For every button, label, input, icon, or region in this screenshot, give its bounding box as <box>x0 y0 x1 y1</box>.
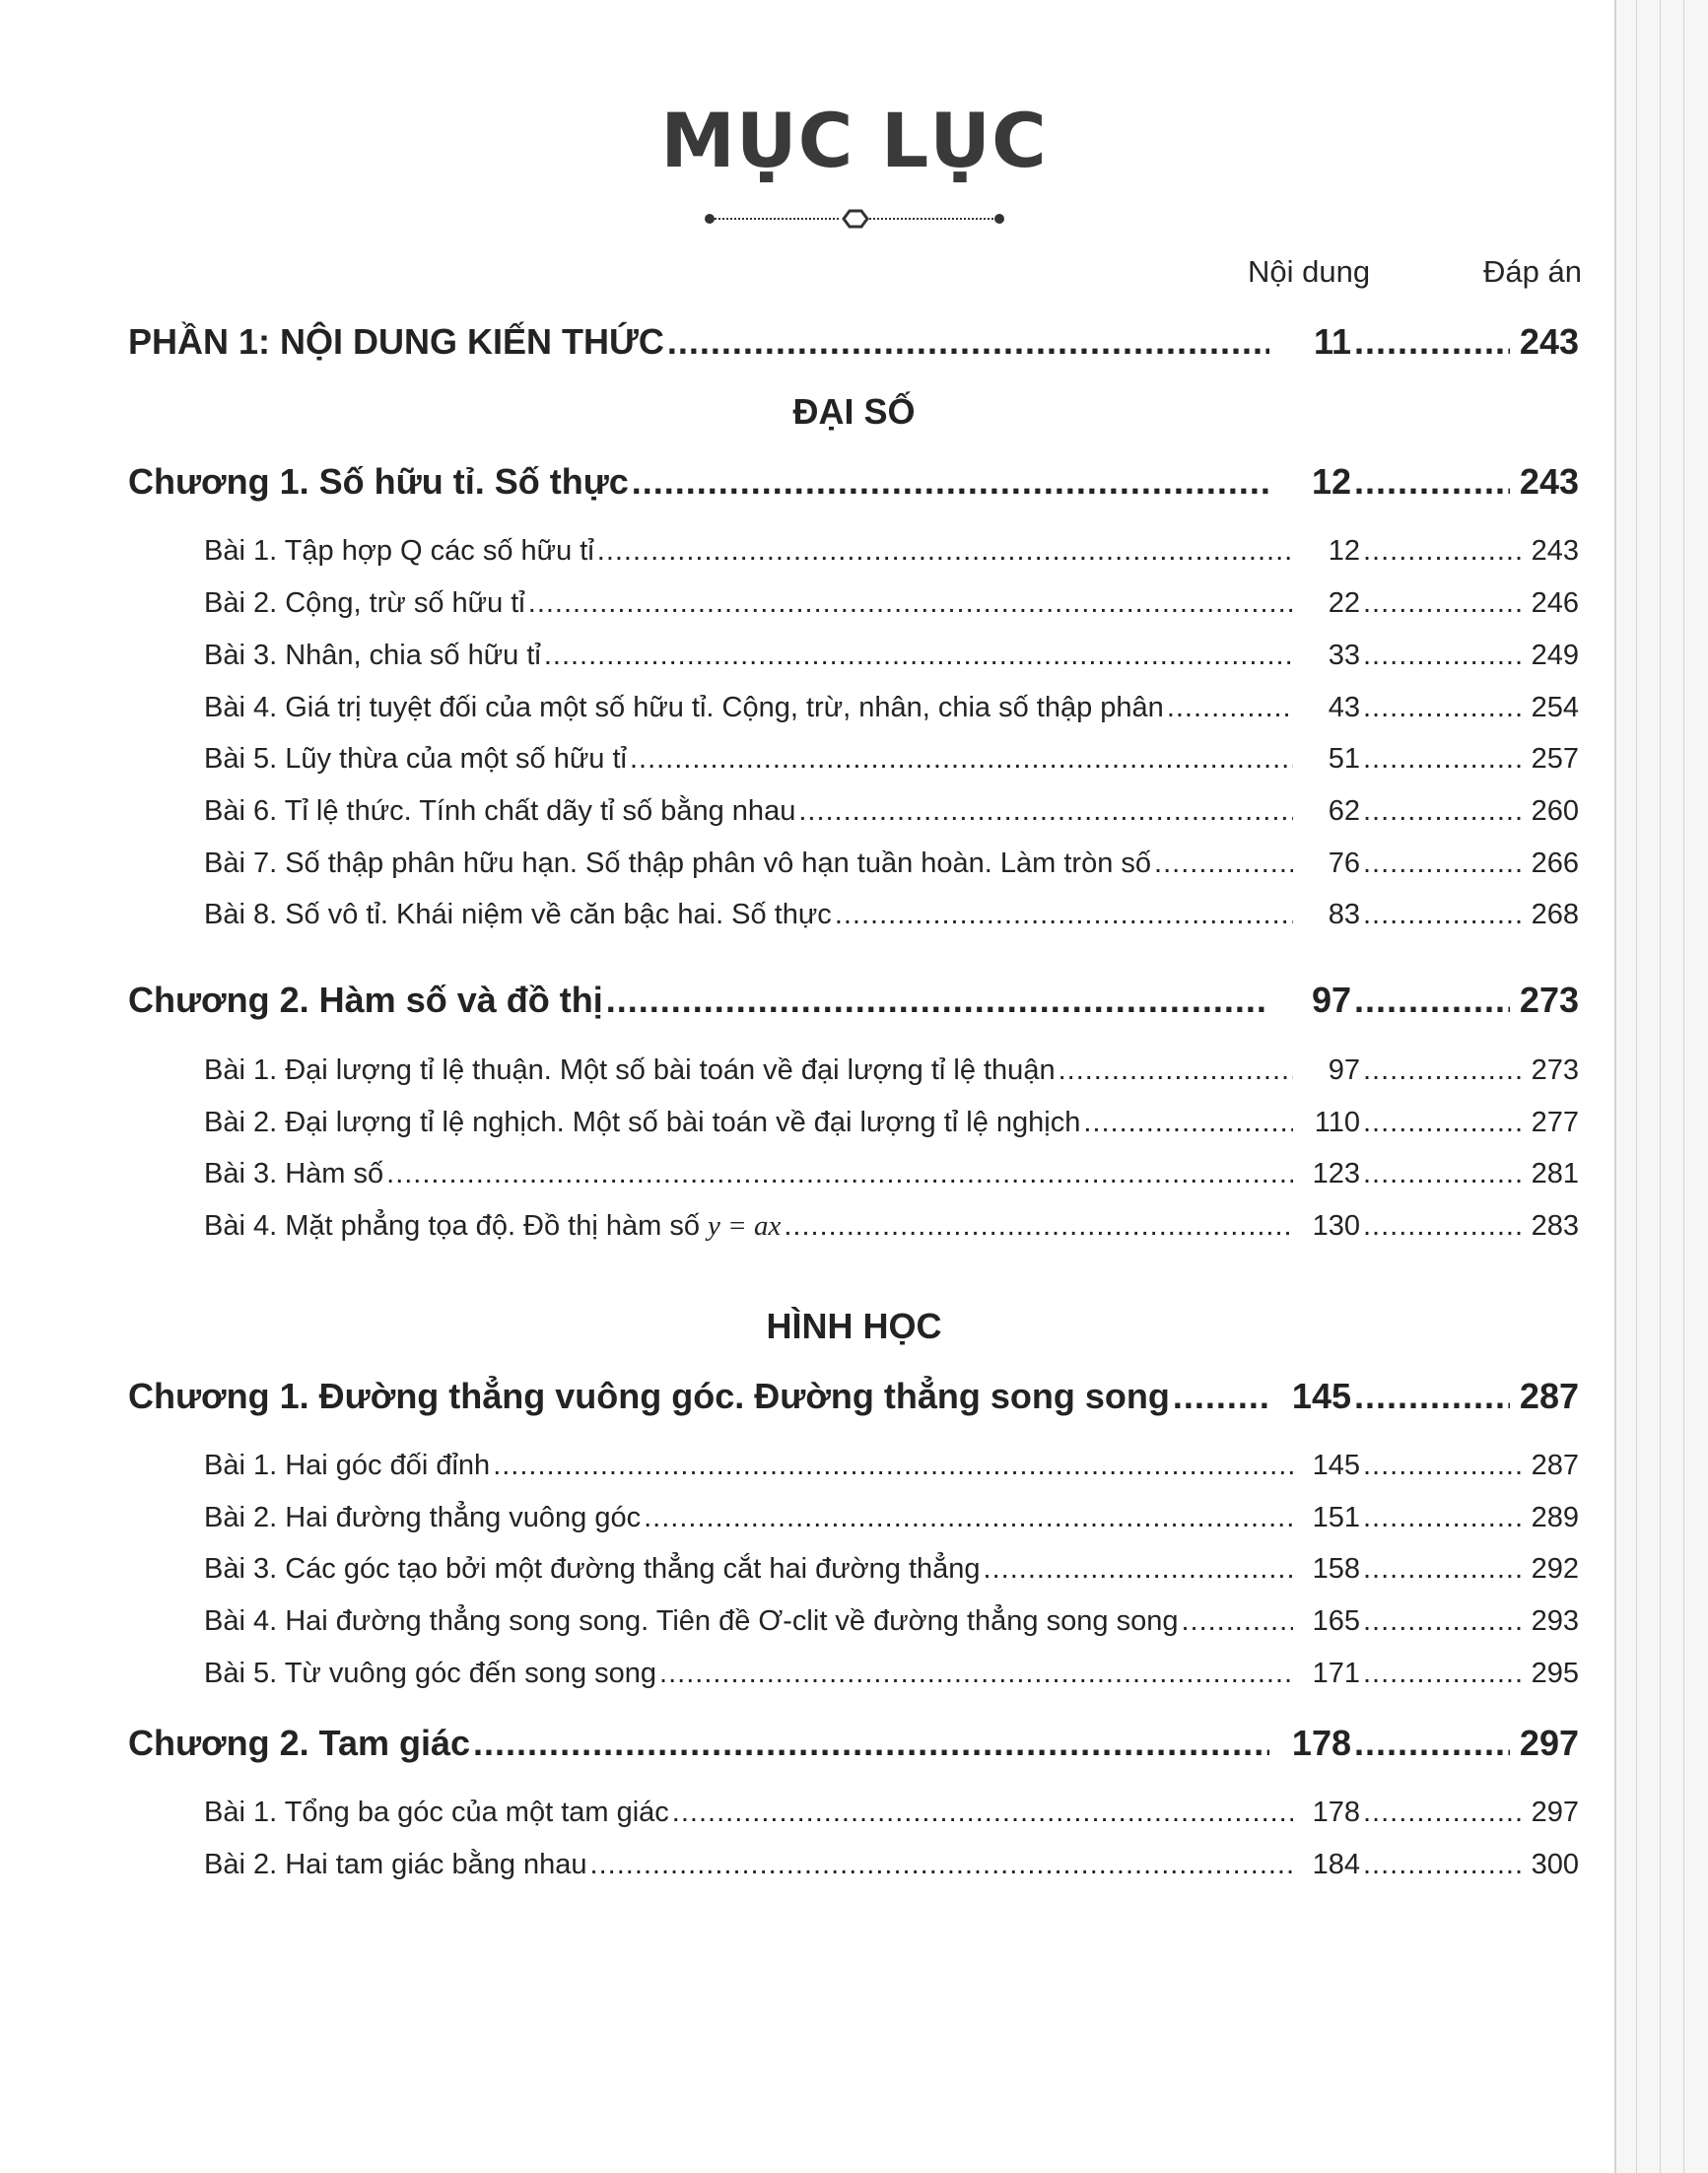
toc-answer-page: 266 <box>1531 848 1579 879</box>
dot-leader <box>1363 1797 1526 1829</box>
dot-leader <box>1363 743 1526 776</box>
column-header-content: Nội dung <box>1248 254 1371 289</box>
toc-page-number: 158 <box>1312 1553 1360 1585</box>
dot-leader <box>1363 535 1526 568</box>
dot-leader <box>1354 321 1510 363</box>
toc-answer-page: 295 <box>1531 1658 1579 1689</box>
dot-leader <box>1059 1054 1293 1087</box>
toc-page-number: 110 <box>1314 1107 1360 1138</box>
toc-page-number: 11 <box>1313 321 1351 362</box>
toc-lesson-label: Bài 2. Hai đường thẳng vuông góc <box>204 1502 642 1533</box>
dot-leader <box>1173 1376 1269 1417</box>
toc-page-number: 145 <box>1312 1450 1360 1481</box>
page-edge-line <box>1683 0 1684 2173</box>
toc-answer-page: 297 <box>1531 1797 1579 1828</box>
toc-page-number: 62 <box>1328 795 1360 827</box>
toc-chapter-row[interactable] <box>128 1723 1579 1764</box>
dot-leader <box>1154 848 1293 880</box>
toc-page-number: 12 <box>1311 461 1351 502</box>
page-edge-line <box>1614 0 1616 2173</box>
dot-leader <box>493 1450 1293 1482</box>
page-title: MỤC LỤC <box>660 97 1048 184</box>
dot-leader <box>630 743 1293 776</box>
toc-answer-page: 287 <box>1531 1450 1579 1481</box>
toc-page-number: 130 <box>1312 1210 1360 1242</box>
toc-answer-page: 289 <box>1531 1502 1579 1533</box>
dot-leader <box>784 1210 1293 1243</box>
toc-lesson-row[interactable] <box>204 535 1579 568</box>
toc-lesson-row[interactable] <box>204 640 1579 672</box>
toc-lesson-label: Bài 1. Tập hợp Q các số hữu tỉ <box>204 535 594 567</box>
toc-lesson-row[interactable] <box>204 587 1579 620</box>
dot-leader <box>632 461 1269 503</box>
toc-page-number: 151 <box>1312 1502 1360 1533</box>
page-edge-line <box>1660 0 1661 2173</box>
dot-leader <box>590 1849 1293 1881</box>
toc-lesson-row[interactable] <box>204 1054 1579 1087</box>
dot-leader <box>1363 640 1526 672</box>
dot-leader <box>1363 1054 1526 1087</box>
toc-chapter-label: Chương 2. Tam giác <box>128 1723 471 1763</box>
toc-lesson-label: Bài 4. Hai đường thẳng song song. Tiên đề Ơ-clit về đường thẳng song song <box>204 1605 1179 1637</box>
toc-part-label: PHẦN 1: NỘI DUNG KIẾN THỨC <box>128 321 664 362</box>
toc-lesson-label <box>204 1210 781 1243</box>
formula-y-equals-ax: y = ax <box>708 1210 782 1242</box>
dot-leader <box>1354 980 1510 1021</box>
dot-leader <box>1363 1658 1526 1690</box>
toc-lesson-label: Bài 1. Đại lượng tỉ lệ thuận. Một số bài toán về đại lượng tỉ lệ thuận <box>204 1054 1056 1086</box>
toc-lesson-row[interactable] <box>204 1158 1579 1190</box>
toc-page-number: 83 <box>1328 899 1360 930</box>
toc-page-number: 171 <box>1312 1658 1360 1689</box>
dot-leader <box>1363 587 1526 620</box>
toc-lesson-row[interactable] <box>204 848 1579 880</box>
toc-answer-page: 292 <box>1531 1553 1579 1585</box>
toc-lesson-label: Bài 3. Hàm số <box>204 1158 384 1189</box>
toc-page-number: 51 <box>1328 743 1360 775</box>
dot-leader <box>1363 795 1526 828</box>
toc-chapter-row[interactable] <box>128 1376 1579 1417</box>
dot-leader <box>1363 692 1526 724</box>
toc-lesson-row[interactable] <box>204 1553 1579 1586</box>
dot-leader <box>1363 1849 1526 1881</box>
toc-page-number: 178 <box>1312 1797 1360 1828</box>
toc-answer-page: 287 <box>1519 1376 1579 1416</box>
toc-lesson-label: Bài 5. Lũy thừa của một số hữu tỉ <box>204 743 627 775</box>
toc-answer-page: 281 <box>1531 1158 1579 1189</box>
toc-lesson-row[interactable] <box>204 795 1579 828</box>
toc-lesson-row[interactable] <box>204 1450 1579 1482</box>
toc-lesson-label: Bài 3. Các góc tạo bởi một đường thẳng cắt hai đường thẳng <box>204 1553 981 1585</box>
toc-answer-page: 273 <box>1519 980 1579 1020</box>
page-edge-shade <box>1614 0 1708 2173</box>
toc-lesson-label: Bài 4. Giá trị tuyệt đối của một số hữu tỉ. Cộng, trừ, nhân, chia số thập phân <box>204 692 1164 723</box>
dot-leader <box>1363 848 1526 880</box>
toc-answer-page: 246 <box>1531 587 1579 619</box>
toc-lesson-row[interactable] <box>204 743 1579 776</box>
toc-chapter-row[interactable] <box>128 461 1579 503</box>
section-heading-geometry: HÌNH HỌC <box>766 1306 942 1346</box>
dot-leader <box>386 1158 1293 1190</box>
toc-answer-page: 254 <box>1531 692 1579 723</box>
dot-leader <box>1167 692 1293 724</box>
toc-page-number: 97 <box>1311 980 1351 1020</box>
dot-leader <box>835 899 1293 931</box>
dot-leader <box>798 795 1293 828</box>
dot-leader <box>984 1553 1293 1586</box>
toc-page-number: 165 <box>1312 1605 1360 1637</box>
toc-answer-page: 257 <box>1531 743 1579 775</box>
toc-page-number: 12 <box>1328 535 1360 567</box>
toc-lesson-row[interactable] <box>204 1849 1579 1881</box>
dot-leader <box>1083 1107 1293 1139</box>
toc-lesson-row[interactable] <box>204 1502 1579 1534</box>
toc-page-number: 76 <box>1328 848 1360 879</box>
dot-leader <box>1363 899 1526 931</box>
toc-lesson-row[interactable] <box>204 692 1579 724</box>
dot-leader <box>1354 1723 1510 1764</box>
toc-page-number: 184 <box>1312 1849 1360 1880</box>
toc-page-number: 33 <box>1328 640 1360 671</box>
toc-answer-page: 268 <box>1531 899 1579 930</box>
toc-answer-page: 297 <box>1519 1723 1579 1763</box>
toc-lesson-row[interactable] <box>204 1797 1579 1829</box>
toc-chapter-label: Chương 1. Đường thẳng vuông góc. Đường thẳng song song <box>128 1376 1170 1416</box>
dot-leader <box>597 535 1293 568</box>
toc-page-number: 178 <box>1291 1723 1351 1763</box>
title-ornament-divider <box>702 207 1007 231</box>
toc-answer-page: 243 <box>1519 321 1579 362</box>
column-header-answers: Đáp án <box>1483 254 1582 289</box>
toc-page-number: 145 <box>1291 1376 1351 1416</box>
section-heading-algebra: ĐẠI SỐ <box>792 391 916 432</box>
toc-lesson-label: Bài 5. Từ vuông góc đến song song <box>204 1658 657 1689</box>
toc-chapter-row[interactable] <box>128 980 1579 1021</box>
toc-lesson-row[interactable] <box>204 1210 1579 1243</box>
toc-chapter-label: Chương 2. Hàm số và đồ thị <box>128 980 603 1020</box>
dot-leader <box>1363 1107 1526 1139</box>
dot-leader <box>1363 1450 1526 1482</box>
toc-answer-page: 273 <box>1531 1054 1579 1086</box>
dot-leader <box>1354 461 1510 503</box>
dot-leader <box>1363 1553 1526 1586</box>
toc-lesson-row[interactable] <box>204 1658 1579 1690</box>
dot-leader <box>1354 1376 1510 1417</box>
toc-answer-page: 293 <box>1531 1605 1579 1637</box>
toc-lesson-label: Bài 6. Tỉ lệ thức. Tính chất dãy tỉ số bằng nhau <box>204 795 796 827</box>
toc-lesson-row[interactable] <box>204 1107 1579 1139</box>
toc-answer-page: 243 <box>1531 535 1579 567</box>
dot-leader <box>544 640 1293 672</box>
toc-page-number: 123 <box>1312 1158 1360 1189</box>
toc-answer-page: 249 <box>1531 640 1579 671</box>
dot-leader <box>473 1723 1269 1764</box>
toc-chapter-label: Chương 1. Số hữu tỉ. Số thực <box>128 461 629 502</box>
page-edge-line <box>1636 0 1637 2173</box>
dot-leader <box>1363 1210 1526 1243</box>
toc-lesson-label-text: Bài 4. Mặt phẳng tọa độ. Đồ thị hàm số <box>204 1210 700 1242</box>
dot-leader <box>1363 1502 1526 1534</box>
toc-answer-page: 283 <box>1531 1210 1579 1242</box>
dot-leader <box>672 1797 1293 1829</box>
toc-answer-page: 260 <box>1531 795 1579 827</box>
toc-answer-page: 277 <box>1531 1107 1579 1138</box>
toc-lesson-label: Bài 8. Số vô tỉ. Khái niệm về căn bậc hai. Số thực <box>204 899 832 930</box>
dot-leader <box>667 321 1269 363</box>
dot-leader <box>606 980 1269 1021</box>
dot-leader <box>644 1502 1293 1534</box>
toc-page-number: 97 <box>1328 1054 1360 1086</box>
toc-lesson-row[interactable] <box>204 1605 1579 1638</box>
toc-lesson-label: Bài 2. Cộng, trừ số hữu tỉ <box>204 587 525 619</box>
toc-page-number: 22 <box>1328 587 1360 619</box>
toc-lesson-label: Bài 2. Hai tam giác bằng nhau <box>204 1849 587 1880</box>
toc-part-row[interactable] <box>128 321 1579 363</box>
toc-page-number: 43 <box>1328 692 1360 723</box>
toc-lesson-label: Bài 3. Nhân, chia số hữu tỉ <box>204 640 541 671</box>
dot-leader <box>659 1658 1293 1690</box>
toc-lesson-label: Bài 1. Hai góc đối đỉnh <box>204 1450 491 1481</box>
dot-leader <box>1363 1158 1526 1190</box>
dot-leader <box>528 587 1293 620</box>
toc-answer-page: 300 <box>1531 1849 1579 1880</box>
toc-lesson-label: Bài 7. Số thập phân hữu hạn. Số thập phân vô hạn tuần hoàn. Làm tròn số <box>204 848 1152 879</box>
toc-lesson-row[interactable] <box>204 899 1579 931</box>
toc-answer-page: 243 <box>1519 461 1579 502</box>
toc-lesson-label: Bài 1. Tổng ba góc của một tam giác <box>204 1797 669 1828</box>
dot-leader <box>1181 1605 1293 1638</box>
toc-lesson-label: Bài 2. Đại lượng tỉ lệ nghịch. Một số bài toán về đại lượng tỉ lệ nghịch <box>204 1107 1081 1138</box>
dot-leader <box>1363 1605 1526 1638</box>
